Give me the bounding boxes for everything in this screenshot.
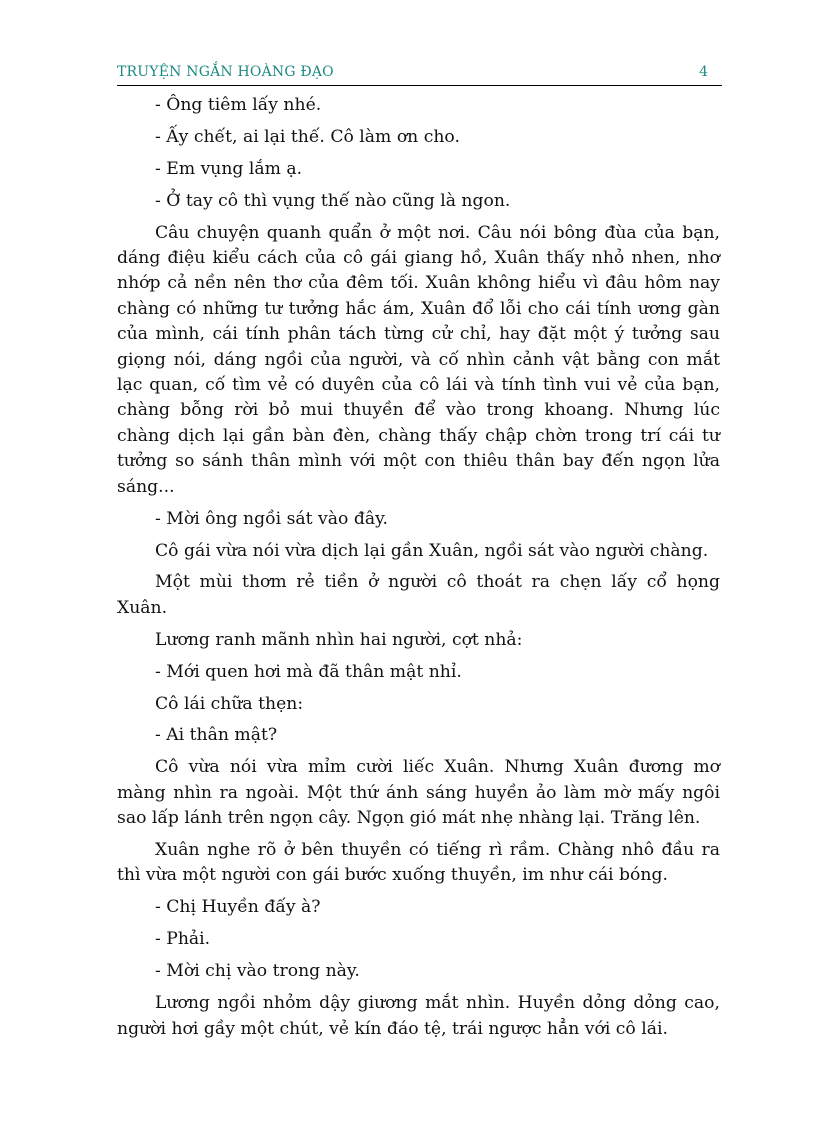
dialogue-line: - Ấy chết, ai lại thế. Cô làm ơn cho. bbox=[155, 126, 460, 147]
narrative-paragraph: Lương ngồi nhỏm dậy giương mắt nhìn. Huyền dỏng dỏng cao, người hơi gầy một chút, vẻ kín đáo tệ, trái ngược hẳn với cô lái. bbox=[117, 993, 720, 1039]
dialogue-line: - Em vụng lắm ạ. bbox=[155, 158, 303, 179]
narrative-paragraph: Lương ranh mãnh nhìn hai người, cợt nhả: bbox=[155, 629, 523, 650]
narrative-paragraph: Câu chuyện quanh quẩn ở một nơi. Câu nói bông đùa của bạn, dáng điệu kiểu cách của cô gái giang hồ, Xuân thấy nhỏ nhen, nhơ nhớp cả nền nên thơ của đêm tối. Xuân không hiểu vì đâu hôm nay chàng có những tư tưởng hắc ám, Xuân đổ lỗi cho cái tính ương gàn của mình, cái tính phân tách từng cử chỉ, hay đặt một ý tưởng sau giọng nói, dáng ngồi của người, và cố nhìn cảnh vật bằng con mắt lạc quan, cố tìm vẻ có duyên của cô lái và tính tình vui vẻ của bạn, chàng bỗng rời bỏ mui thuyền để vào trong khoang. Nhưng lúc chàng dịch lại gần bàn đèn, chàng thấy chập chờn trong trí cái tư tưởng so sánh thân mình với một con thiêu thân bay đến ngọn lửa sáng... bbox=[117, 222, 720, 497]
narrative-paragraph: Xuân nghe rõ ở bên thuyền có tiếng rì rầm. Chàng nhô đầu ra thì vừa một người con gái bước xuống thuyền, im như cái bóng. bbox=[117, 840, 720, 886]
narrative-paragraph: Cô lái chữa thẹn: bbox=[155, 693, 304, 714]
narrative-paragraph: Cô vừa nói vừa mỉm cười liếc Xuân. Nhưng Xuân đương mơ màng nhìn ra ngoài. Một thứ ánh sáng huyền ảo làm mờ mấy ngôi sao lấp lánh trên ngọn cây. Ngọn gió mát nhẹ nhàng lại. Trăng lên. bbox=[117, 757, 720, 829]
dialogue-line: - Ông tiêm lấy nhé. bbox=[155, 95, 322, 115]
dialogue-line: - Phải. bbox=[155, 929, 211, 950]
page-header bbox=[117, 60, 722, 86]
dialogue-line: - Ai thân mật? bbox=[155, 725, 278, 746]
dialogue-line: - Mới quen hơi mà đã thân mật nhỉ. bbox=[155, 661, 462, 682]
narrative-paragraph: Một mùi thơm rẻ tiền ở người cô thoát ra chẹn lấy cổ họng Xuân. bbox=[117, 572, 720, 618]
dialogue-line: - Mời ông ngồi sát vào đây. bbox=[155, 508, 388, 529]
dialogue-line: - Ở tay cô thì vụng thế nào cũng là ngon. bbox=[155, 190, 511, 211]
page-number: 4 bbox=[699, 64, 708, 80]
narrative-paragraph: Cô gái vừa nói vừa dịch lại gần Xuân, ngồi sát vào người chàng. bbox=[155, 540, 709, 561]
book-title: TRUYỆN NGẮN HOÀNG ĐẠO bbox=[117, 64, 334, 80]
story-body bbox=[117, 93, 720, 1048]
dialogue-line: - Mời chị vào trong này. bbox=[155, 961, 360, 982]
dialogue-line: - Chị Huyền đấy à? bbox=[155, 897, 321, 918]
